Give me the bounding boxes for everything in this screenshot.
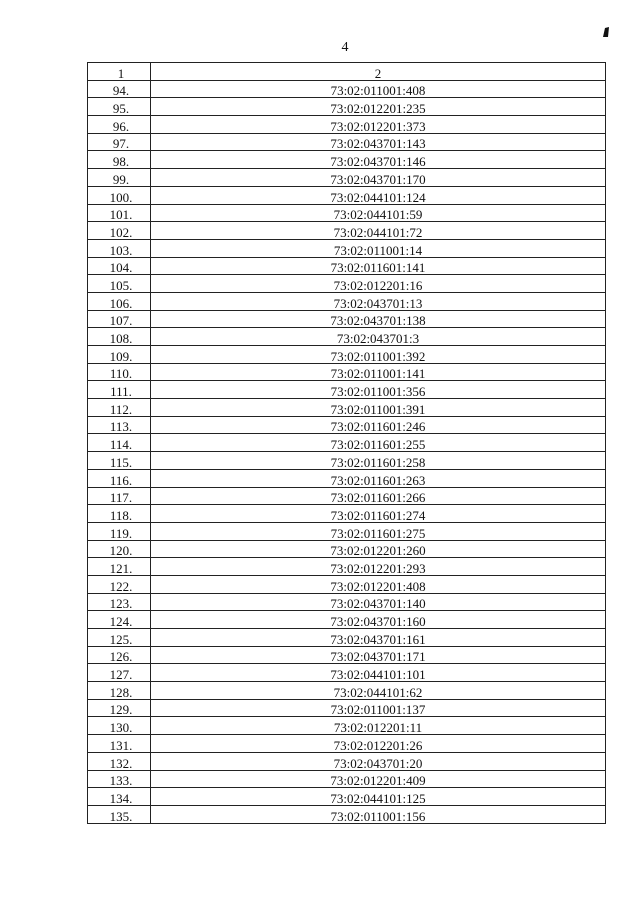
cadastral-number: 73:02:012201:293	[151, 558, 606, 576]
row-number: 101.	[88, 204, 151, 222]
cadastral-number: 73:02:011601:274	[151, 505, 606, 523]
cadastral-number: 73:02:011001:137	[151, 699, 606, 717]
table-row	[88, 788, 606, 806]
table-row	[88, 593, 606, 611]
row-number: 115.	[88, 452, 151, 470]
row-number: 125.	[88, 629, 151, 647]
table-row	[88, 239, 606, 257]
row-number: 116.	[88, 469, 151, 487]
table-row	[88, 328, 606, 346]
table-row	[88, 133, 606, 151]
table-row	[88, 505, 606, 523]
row-number: 112.	[88, 399, 151, 417]
table-row	[88, 151, 606, 169]
row-number: 118.	[88, 505, 151, 523]
table-row	[88, 257, 606, 275]
table-row	[88, 204, 606, 222]
cadastral-number: 73:02:011001:392	[151, 346, 606, 364]
cadastral-number: 73:02:044101:124	[151, 186, 606, 204]
cadastral-number: 73:02:043701:3	[151, 328, 606, 346]
row-number: 126.	[88, 646, 151, 664]
row-number: 105.	[88, 275, 151, 293]
row-number: 129.	[88, 699, 151, 717]
row-number: 110.	[88, 363, 151, 381]
table-row	[88, 399, 606, 417]
cadastral-number: 73:02:011001:156	[151, 805, 606, 823]
row-number: 119.	[88, 522, 151, 540]
table-row	[88, 434, 606, 452]
cadastral-number: 73:02:011601:266	[151, 487, 606, 505]
row-number: 97.	[88, 133, 151, 151]
table-body	[88, 80, 606, 823]
cadastral-number: 73:02:044101:59	[151, 204, 606, 222]
table-row	[88, 770, 606, 788]
row-number: 108.	[88, 328, 151, 346]
cadastral-number: 73:02:043701:20	[151, 752, 606, 770]
cadastral-number: 73:02:012201:235	[151, 98, 606, 116]
cadastral-number: 73:02:011001:356	[151, 381, 606, 399]
table-row	[88, 735, 606, 753]
cadastral-number: 73:02:011001:141	[151, 363, 606, 381]
table-row	[88, 416, 606, 434]
cadastral-number: 73:02:043701:13	[151, 292, 606, 310]
row-number: 120.	[88, 540, 151, 558]
table-row	[88, 346, 606, 364]
row-number: 106.	[88, 292, 151, 310]
cadastral-number: 73:02:011001:14	[151, 239, 606, 257]
row-number: 117.	[88, 487, 151, 505]
cadastral-number: 73:02:012201:373	[151, 116, 606, 134]
row-number: 94.	[88, 80, 151, 98]
cadastral-number: 73:02:043701:161	[151, 629, 606, 647]
cadastral-number: 73:02:043701:170	[151, 169, 606, 187]
row-number: 96.	[88, 116, 151, 134]
table-row	[88, 292, 606, 310]
row-number: 111.	[88, 381, 151, 399]
table-row	[88, 222, 606, 240]
row-number: 123.	[88, 593, 151, 611]
corner-mark-icon	[602, 26, 610, 38]
table-row	[88, 363, 606, 381]
table-row	[88, 381, 606, 399]
cadastral-number: 73:02:044101:62	[151, 682, 606, 700]
row-number: 113.	[88, 416, 151, 434]
column-header-cadastral: 2	[151, 63, 606, 81]
row-number: 130.	[88, 717, 151, 735]
cadastral-number: 73:02:011601:263	[151, 469, 606, 487]
cadastral-number: 73:02:011601:255	[151, 434, 606, 452]
cadastral-number: 73:02:043701:138	[151, 310, 606, 328]
table-row	[88, 752, 606, 770]
row-number: 109.	[88, 346, 151, 364]
row-number: 114.	[88, 434, 151, 452]
row-number: 133.	[88, 770, 151, 788]
table-row	[88, 310, 606, 328]
row-number: 134.	[88, 788, 151, 806]
cadastral-number: 73:02:044101:72	[151, 222, 606, 240]
cadastral-number: 73:02:043701:143	[151, 133, 606, 151]
table-row	[88, 575, 606, 593]
cadastral-number: 73:02:043701:146	[151, 151, 606, 169]
table-row	[88, 452, 606, 470]
table-row	[88, 717, 606, 735]
row-number: 100.	[88, 186, 151, 204]
cadastral-number: 73:02:012201:26	[151, 735, 606, 753]
table-row	[88, 805, 606, 823]
cadastral-number: 73:02:043701:160	[151, 611, 606, 629]
row-number: 104.	[88, 257, 151, 275]
cadastral-number: 73:02:044101:125	[151, 788, 606, 806]
table-row	[88, 469, 606, 487]
row-number: 107.	[88, 310, 151, 328]
table-row	[88, 275, 606, 293]
table-row	[88, 664, 606, 682]
cadastral-number: 73:02:012201:16	[151, 275, 606, 293]
row-number: 132.	[88, 752, 151, 770]
row-number: 127.	[88, 664, 151, 682]
cadastral-number: 73:02:012201:260	[151, 540, 606, 558]
cadastral-number: 73:02:011001:408	[151, 80, 606, 98]
cadastral-number: 73:02:044101:101	[151, 664, 606, 682]
column-header-number: 1	[88, 63, 151, 81]
row-number: 135.	[88, 805, 151, 823]
cadastral-number: 73:02:011601:258	[151, 452, 606, 470]
cadastral-number: 73:02:011601:141	[151, 257, 606, 275]
row-number: 103.	[88, 239, 151, 257]
row-number: 131.	[88, 735, 151, 753]
table-row	[88, 558, 606, 576]
row-number: 98.	[88, 151, 151, 169]
table-row	[88, 116, 606, 134]
row-number: 121.	[88, 558, 151, 576]
cadastral-number: 73:02:011001:391	[151, 399, 606, 417]
cadastral-number: 73:02:012201:409	[151, 770, 606, 788]
table-row	[88, 98, 606, 116]
row-number: 122.	[88, 575, 151, 593]
cadastral-number: 73:02:012201:408	[151, 575, 606, 593]
cadastral-number: 73:02:043701:140	[151, 593, 606, 611]
row-number: 102.	[88, 222, 151, 240]
table-header-row	[88, 63, 606, 81]
row-number: 124.	[88, 611, 151, 629]
table-row	[88, 682, 606, 700]
cadastral-number: 73:02:043701:171	[151, 646, 606, 664]
page-number: 4	[341, 40, 349, 55]
cadastral-number: 73:02:011601:275	[151, 522, 606, 540]
table-row	[88, 646, 606, 664]
table-row	[88, 699, 606, 717]
table-row	[88, 169, 606, 187]
table-row	[88, 186, 606, 204]
cadastral-number: 73:02:011601:246	[151, 416, 606, 434]
table-row	[88, 522, 606, 540]
table-row	[88, 611, 606, 629]
table-row	[88, 629, 606, 647]
table-row	[88, 540, 606, 558]
table-row	[88, 487, 606, 505]
row-number: 128.	[88, 682, 151, 700]
cadastral-number: 73:02:012201:11	[151, 717, 606, 735]
row-number: 95.	[88, 98, 151, 116]
row-number: 99.	[88, 169, 151, 187]
table-row	[88, 80, 606, 98]
cadastral-table	[87, 62, 606, 824]
